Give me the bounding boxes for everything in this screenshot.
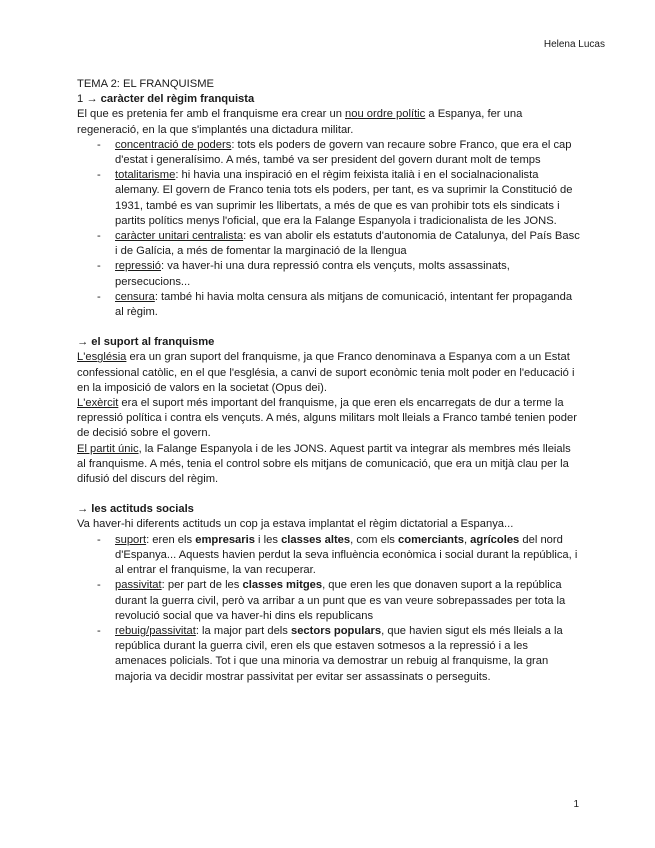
paragraph-partit-unic	[77, 442, 582, 488]
list-item	[77, 138, 582, 168]
list-item-term: caràcter unitari centralista	[115, 230, 244, 243]
intro-text: El que es pretenia fer amb el franquisme era crear un	[77, 108, 346, 121]
section-3-list	[77, 533, 582, 685]
paragraph-text: , la Falange Espanyola i de les JONS. Aquest partit va integrar als membres més lleials al franquisme. A més, tenia el control sobre els mitjans de comunicació, que era un mitjà clau per la difusió del discurs del règim.	[77, 442, 571, 486]
list-item-bold: comerciants	[398, 533, 464, 546]
paragraph-esglesia	[77, 350, 582, 396]
list-item	[77, 259, 582, 289]
list-item-bold: empresaris	[195, 533, 255, 546]
list-item-text: : per part de les	[161, 579, 243, 592]
list-item-text: : es van abolir els estatuts d'autonomia de Catalunya, del País Basc i de Galícia, a més de fomentar la marginació de la llengua	[115, 230, 580, 258]
section-1-arrow: 1 →	[77, 93, 101, 106]
list-item-bold: sectors populars	[290, 624, 382, 637]
list-item-text: , que eren les que donaven suport a la república durant la guerra civil, però va arribar a un punt que es van veure sobrepassades per tota la revolució social que va haver-hi dins els republicans	[115, 579, 566, 622]
paragraph-term: L'exèrcit	[77, 397, 119, 410]
section-3-heading-text: les actituds socials	[91, 503, 194, 516]
list-item-term: rebuig/passivitat	[115, 624, 196, 637]
list-item-term: censura	[115, 290, 155, 303]
list-item-text: i les	[254, 533, 282, 546]
list-item	[77, 624, 582, 685]
list-item-text: : va haver-hi una dura repressió contra els vençuts, molts assassinats, persecucions...	[115, 260, 510, 288]
list-item-term: suport	[115, 533, 147, 546]
paragraph-text: era un gran suport del franquisme, ja que Franco denominava a Espanya com a un Estat confessional catòlic, en el que l'església, a canvi de suport econòmic tenia molt poder en l'educació i en la imposició de valors en la societat (Opus dei).	[77, 351, 575, 394]
list-item	[77, 533, 582, 579]
paragraph-term: L'església	[77, 351, 127, 364]
list-item	[77, 229, 582, 259]
list-item-term: totalitarisme	[115, 169, 176, 182]
list-item	[77, 168, 582, 229]
list-item-bold: classes altes	[281, 533, 351, 546]
page-number: 1	[573, 799, 579, 810]
list-item-text: : també hi havia molta censura als mitjans de comunicació, intentant fer propaganda al règim.	[115, 290, 573, 319]
list-item-text: del nord d'Espanya... Aquests havien perdut la seva influència econòmica i social durant la república, i al entrar el franquisme, la van recuperar.	[115, 533, 578, 577]
list-item	[77, 578, 582, 624]
list-item-bold: classes mitges	[242, 579, 323, 592]
paragraph-term: El partit únic	[77, 442, 139, 455]
section-1-list	[77, 138, 582, 320]
list-item-text: ,	[463, 533, 471, 546]
list-item-term: passivitat	[115, 579, 162, 592]
list-item-text: : la major part dels	[195, 624, 291, 637]
section-3-intro: Va haver-hi diferents actituds un cop ja estava implantat el règim dictatorial a Espanya...	[77, 518, 514, 531]
section-3-arrow: →	[77, 503, 92, 516]
section-1-intro	[77, 107, 582, 137]
section-3-heading	[77, 502, 582, 517]
list-item	[77, 290, 582, 320]
paragraph-text: era el suport més important del franquisme, ja que eren els encarregats de dur a terme la repressió política i contra els vençuts. A més, alguns militars molt lleials a Franco també tenien poder de decisió sobre el govern.	[77, 397, 577, 440]
paragraph-exercit	[77, 396, 582, 442]
intro-text-cont: a Espanya, fer una regeneració, en la que s'implantés una dictadura militar.	[77, 108, 523, 136]
document-body	[77, 77, 582, 685]
document-title: TEMA 2: EL FRANQUISME	[77, 78, 214, 90]
section-1-heading-text: caràcter del règim franquista	[100, 93, 255, 106]
list-item-text: , que havien sigut els més lleials a la república durant la guerra civil, eren els que estaven sotmesos a la repressió i a les amenaces policials. Tot i que una minoria va demostrar un rebuig al franquisme, la gran majoria va decidir mostrar passivitat per evitar ser assassinats o perseguits.	[115, 624, 563, 683]
header-author: Helena Lucas	[543, 39, 605, 50]
list-item-text: : tots els poders de govern van recaure sobre Franco, que era el cap d'estat i generalísimo. A més, també va ser president del govern durant molt de temps	[115, 138, 572, 167]
intro-underlined-term: nou ordre polític	[345, 108, 426, 121]
list-item-text: : hi havia una inspiració en el règim feixista italià i en el socialnacionalista alemany. El govern de Franco tenia tots els poders, per tant, es va suprimir la Constitució de 1931, també es van suprimir les llibertats, a més de que es van prohibir tots els sindicats i partits polítics menys l'oficial, que era la Falange Espanyola i tradicionalista de les JONS.	[115, 169, 573, 227]
section-2-arrow: →	[77, 336, 92, 349]
list-item-text: : eren els	[146, 533, 196, 546]
section-2-heading-text: el suport al franquisme	[91, 336, 215, 349]
list-item-text: , com els	[350, 533, 399, 546]
spacer	[77, 320, 582, 335]
section-2-heading	[77, 335, 582, 350]
list-item-term: concentració de poders	[115, 138, 232, 151]
list-item-bold: agrícoles	[470, 533, 520, 546]
section-1-heading	[77, 92, 582, 107]
list-item-term: repressió	[115, 260, 162, 273]
spacer	[77, 487, 582, 502]
